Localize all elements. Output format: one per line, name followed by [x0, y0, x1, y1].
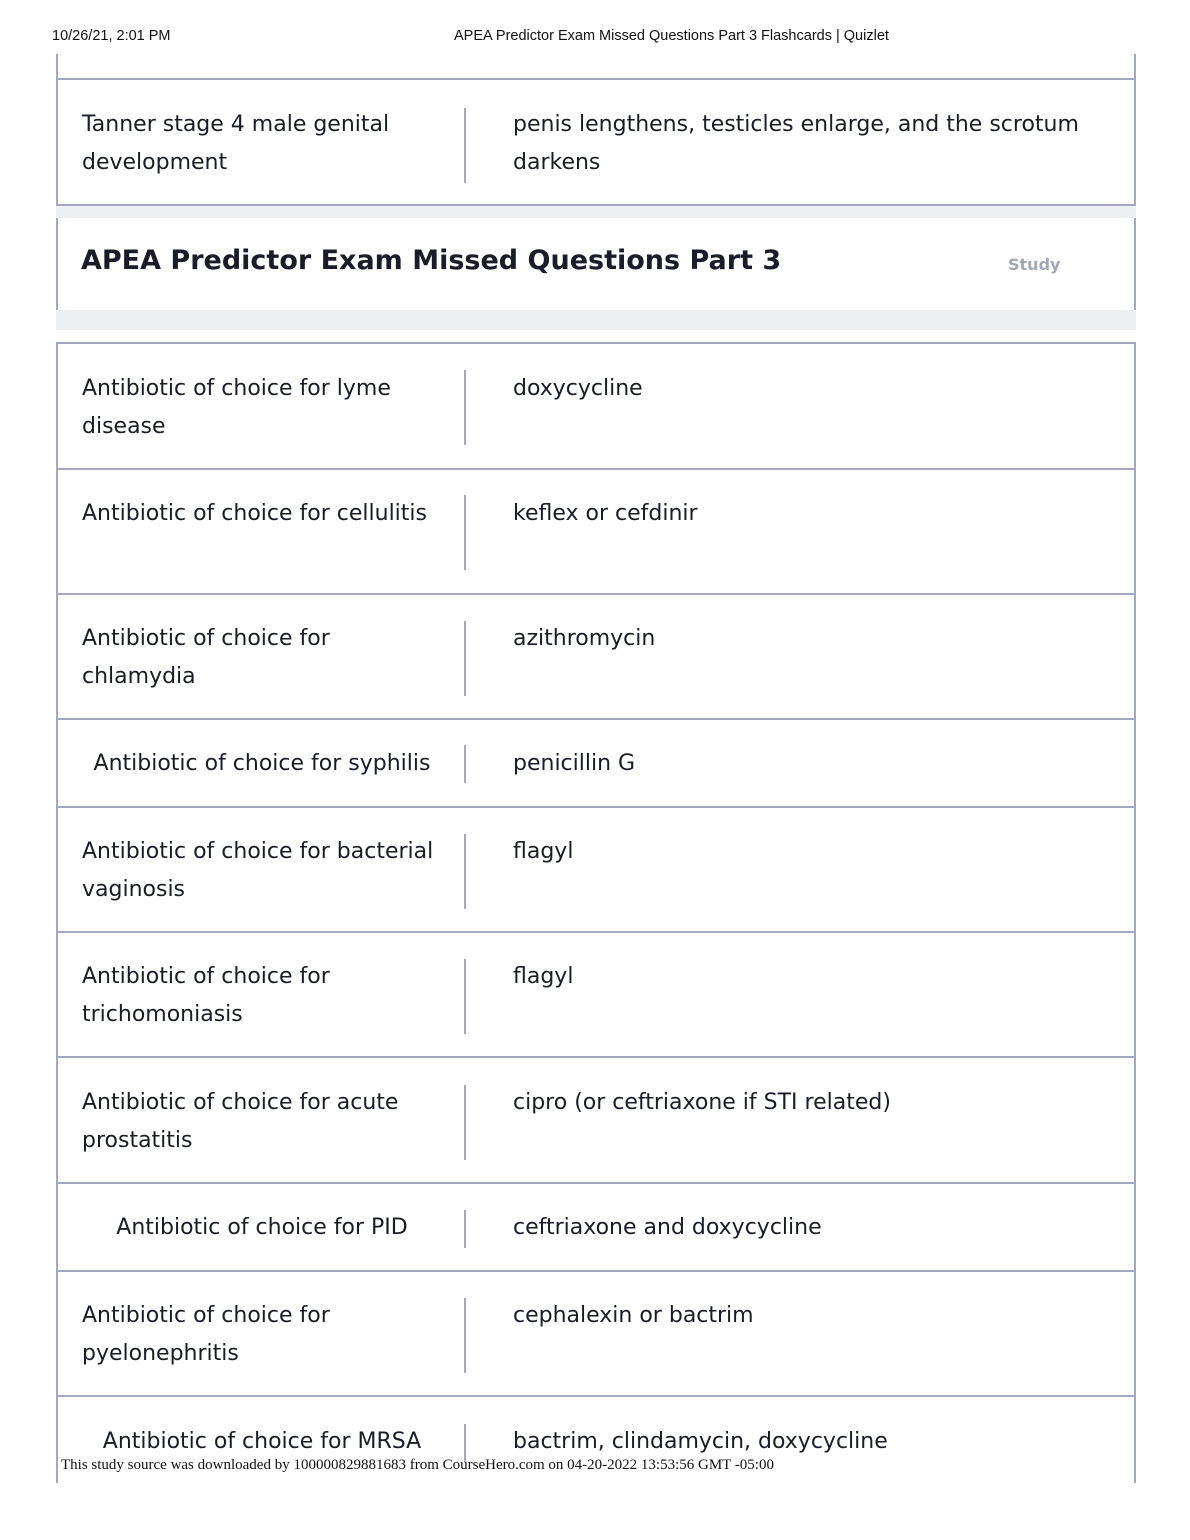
flashcard-row [56, 468, 1136, 593]
flashcard-definition: bactrim, clindamycin, doxycycline [513, 1429, 888, 1454]
flashcard-term: Antibiotic of choice for bacterial vaginosis [82, 839, 434, 902]
flashcard-term: Antibiotic of choice for pyelonephritis [82, 1303, 330, 1366]
flashcard-row [56, 593, 1136, 718]
flashcard-row [56, 1056, 1136, 1182]
flashcard-term: Antibiotic of choice for PID [116, 1215, 408, 1240]
flashcard-definition: ceftriaxone and doxycycline [513, 1215, 822, 1240]
row-separator [58, 78, 1134, 80]
print-header [0, 28, 1190, 48]
flashcard-term: Antibiotic of choice for syphilis [93, 751, 431, 776]
flashcard-definition: cephalexin or bactrim [513, 1303, 754, 1328]
flashcard-row [56, 806, 1136, 931]
set-header [56, 218, 1136, 310]
flashcard-term: Antibiotic of choice for chlamydia [82, 626, 330, 689]
flashcard-definition: penis lengthens, testicles enlarge, and the scrotum darkens [513, 112, 1079, 175]
term-definition-divider [464, 745, 466, 783]
term-definition-divider [464, 621, 466, 696]
term-definition-divider [464, 495, 466, 570]
print-page-title: APEA Predictor Exam Missed Questions Part 3 Flashcards | Quizlet [454, 28, 889, 44]
flashcard-row [56, 931, 1136, 1056]
term-definition-divider [464, 370, 466, 445]
term-definition-divider [464, 1298, 466, 1373]
flashcard-definition: flagyl [513, 964, 574, 989]
flashcard-row [56, 718, 1136, 806]
flashcard-row [56, 1182, 1136, 1270]
print-datetime: 10/26/21, 2:01 PM [52, 28, 171, 44]
flashcard-definition: penicillin G [513, 751, 636, 776]
flashcard-term: Antibiotic of choice for acute prostatitis [82, 1090, 399, 1153]
flashcard-definition: azithromycin [513, 626, 656, 651]
term-definition-divider [464, 1085, 466, 1160]
flashcard-row [56, 342, 1136, 468]
flashcard-term: Antibiotic of choice for lyme disease [82, 376, 391, 439]
study-link[interactable]: Study [1008, 255, 1061, 274]
flashcard-list [56, 54, 1136, 1483]
section-gap [56, 206, 1136, 218]
section-gap [56, 310, 1136, 330]
term-definition-divider [464, 108, 466, 183]
flashcard-definition: doxycycline [513, 376, 643, 401]
term-definition-divider [464, 959, 466, 1034]
term-definition-divider [464, 1210, 466, 1248]
flashcard-term: Antibiotic of choice for trichomoniasis [82, 964, 330, 1027]
flashcard-definition: keflex or cefdinir [513, 501, 698, 526]
term-definition-divider [464, 834, 466, 909]
flashcard-definition: flagyl [513, 839, 574, 864]
flashcard-term: Antibiotic of choice for cellulitis [82, 501, 427, 526]
set-title: APEA Predictor Exam Missed Questions Part 3 [81, 245, 782, 276]
flashcard-term: Tanner stage 4 male genital development [82, 112, 390, 175]
flashcard-term: Antibiotic of choice for MRSA [102, 1429, 422, 1454]
flashcard-definition: cipro (or ceftriaxone if STI related) [513, 1090, 891, 1115]
flashcard-row [56, 54, 1136, 206]
flashcard-row [56, 1270, 1136, 1395]
source-footer-note: This study source was downloaded by 100000829881683 from CourseHero.com on 04-20-2022 13:53:56 GMT -05:00 [61, 1457, 774, 1473]
